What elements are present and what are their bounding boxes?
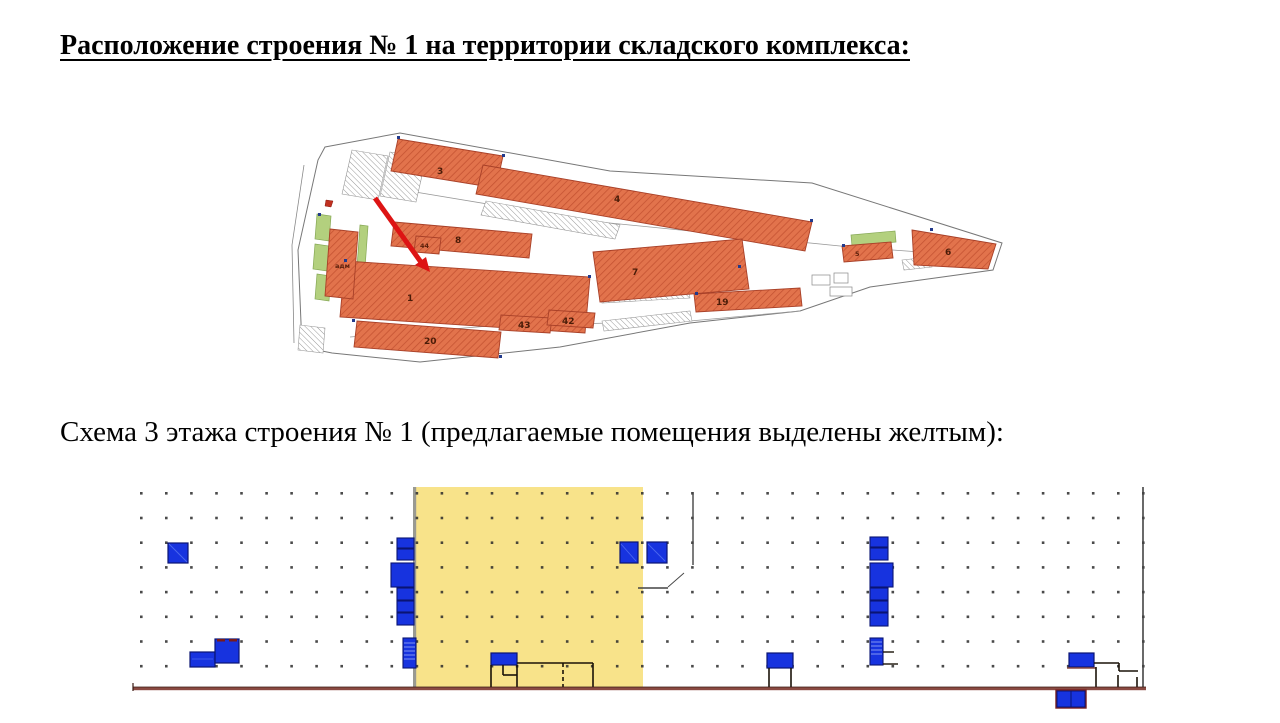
bottom-room-right [1067, 653, 1138, 689]
floor-plan-svg [130, 483, 1150, 721]
site-object [834, 273, 848, 283]
parking-strip [602, 311, 692, 331]
building-label-7: 7 [632, 268, 639, 278]
building-label-8: 8 [455, 236, 462, 246]
site-object [812, 275, 830, 285]
floor-plan-figure [130, 483, 1150, 721]
building-label-44: 44 [420, 242, 430, 250]
building-5 [842, 242, 893, 262]
building-label-43: 43 [518, 321, 531, 331]
interior-walls [638, 492, 693, 588]
site-plan-figure [290, 125, 1005, 375]
core-squares-mid [620, 542, 667, 563]
site-object [830, 287, 852, 296]
parking-strip [298, 325, 325, 353]
core-below-baseline [1056, 690, 1086, 708]
page-title: Расположение строения № 1 на территории складского комплекса: [60, 30, 910, 61]
building-label-19: 19 [716, 298, 729, 308]
green-area [313, 244, 329, 271]
red-marker [325, 200, 333, 207]
core-square-left [168, 543, 188, 563]
highlight-area [416, 487, 643, 688]
core-stack-left [391, 538, 414, 625]
building-label-adm: адм [335, 262, 350, 270]
core-stack-right [870, 537, 893, 626]
building-6 [912, 230, 996, 269]
building-label-6: 6 [945, 248, 952, 258]
bottom-room-left [767, 653, 793, 689]
building-label-1: 1 [407, 294, 414, 304]
stair-core-left [403, 638, 416, 668]
building-label-20: 20 [424, 337, 437, 347]
core-l-shape [190, 639, 239, 667]
site-plan-svg [290, 125, 1005, 375]
building-label-42: 42 [562, 317, 575, 327]
building-label-4: 4 [614, 195, 621, 205]
building-label-3: 3 [437, 167, 444, 177]
floor-plan-caption: Схема 3 этажа строения № 1 (предлагаемые помещения выделены желтым): [60, 416, 1004, 448]
building-label-5: 5 [855, 250, 860, 258]
green-area [315, 214, 331, 241]
